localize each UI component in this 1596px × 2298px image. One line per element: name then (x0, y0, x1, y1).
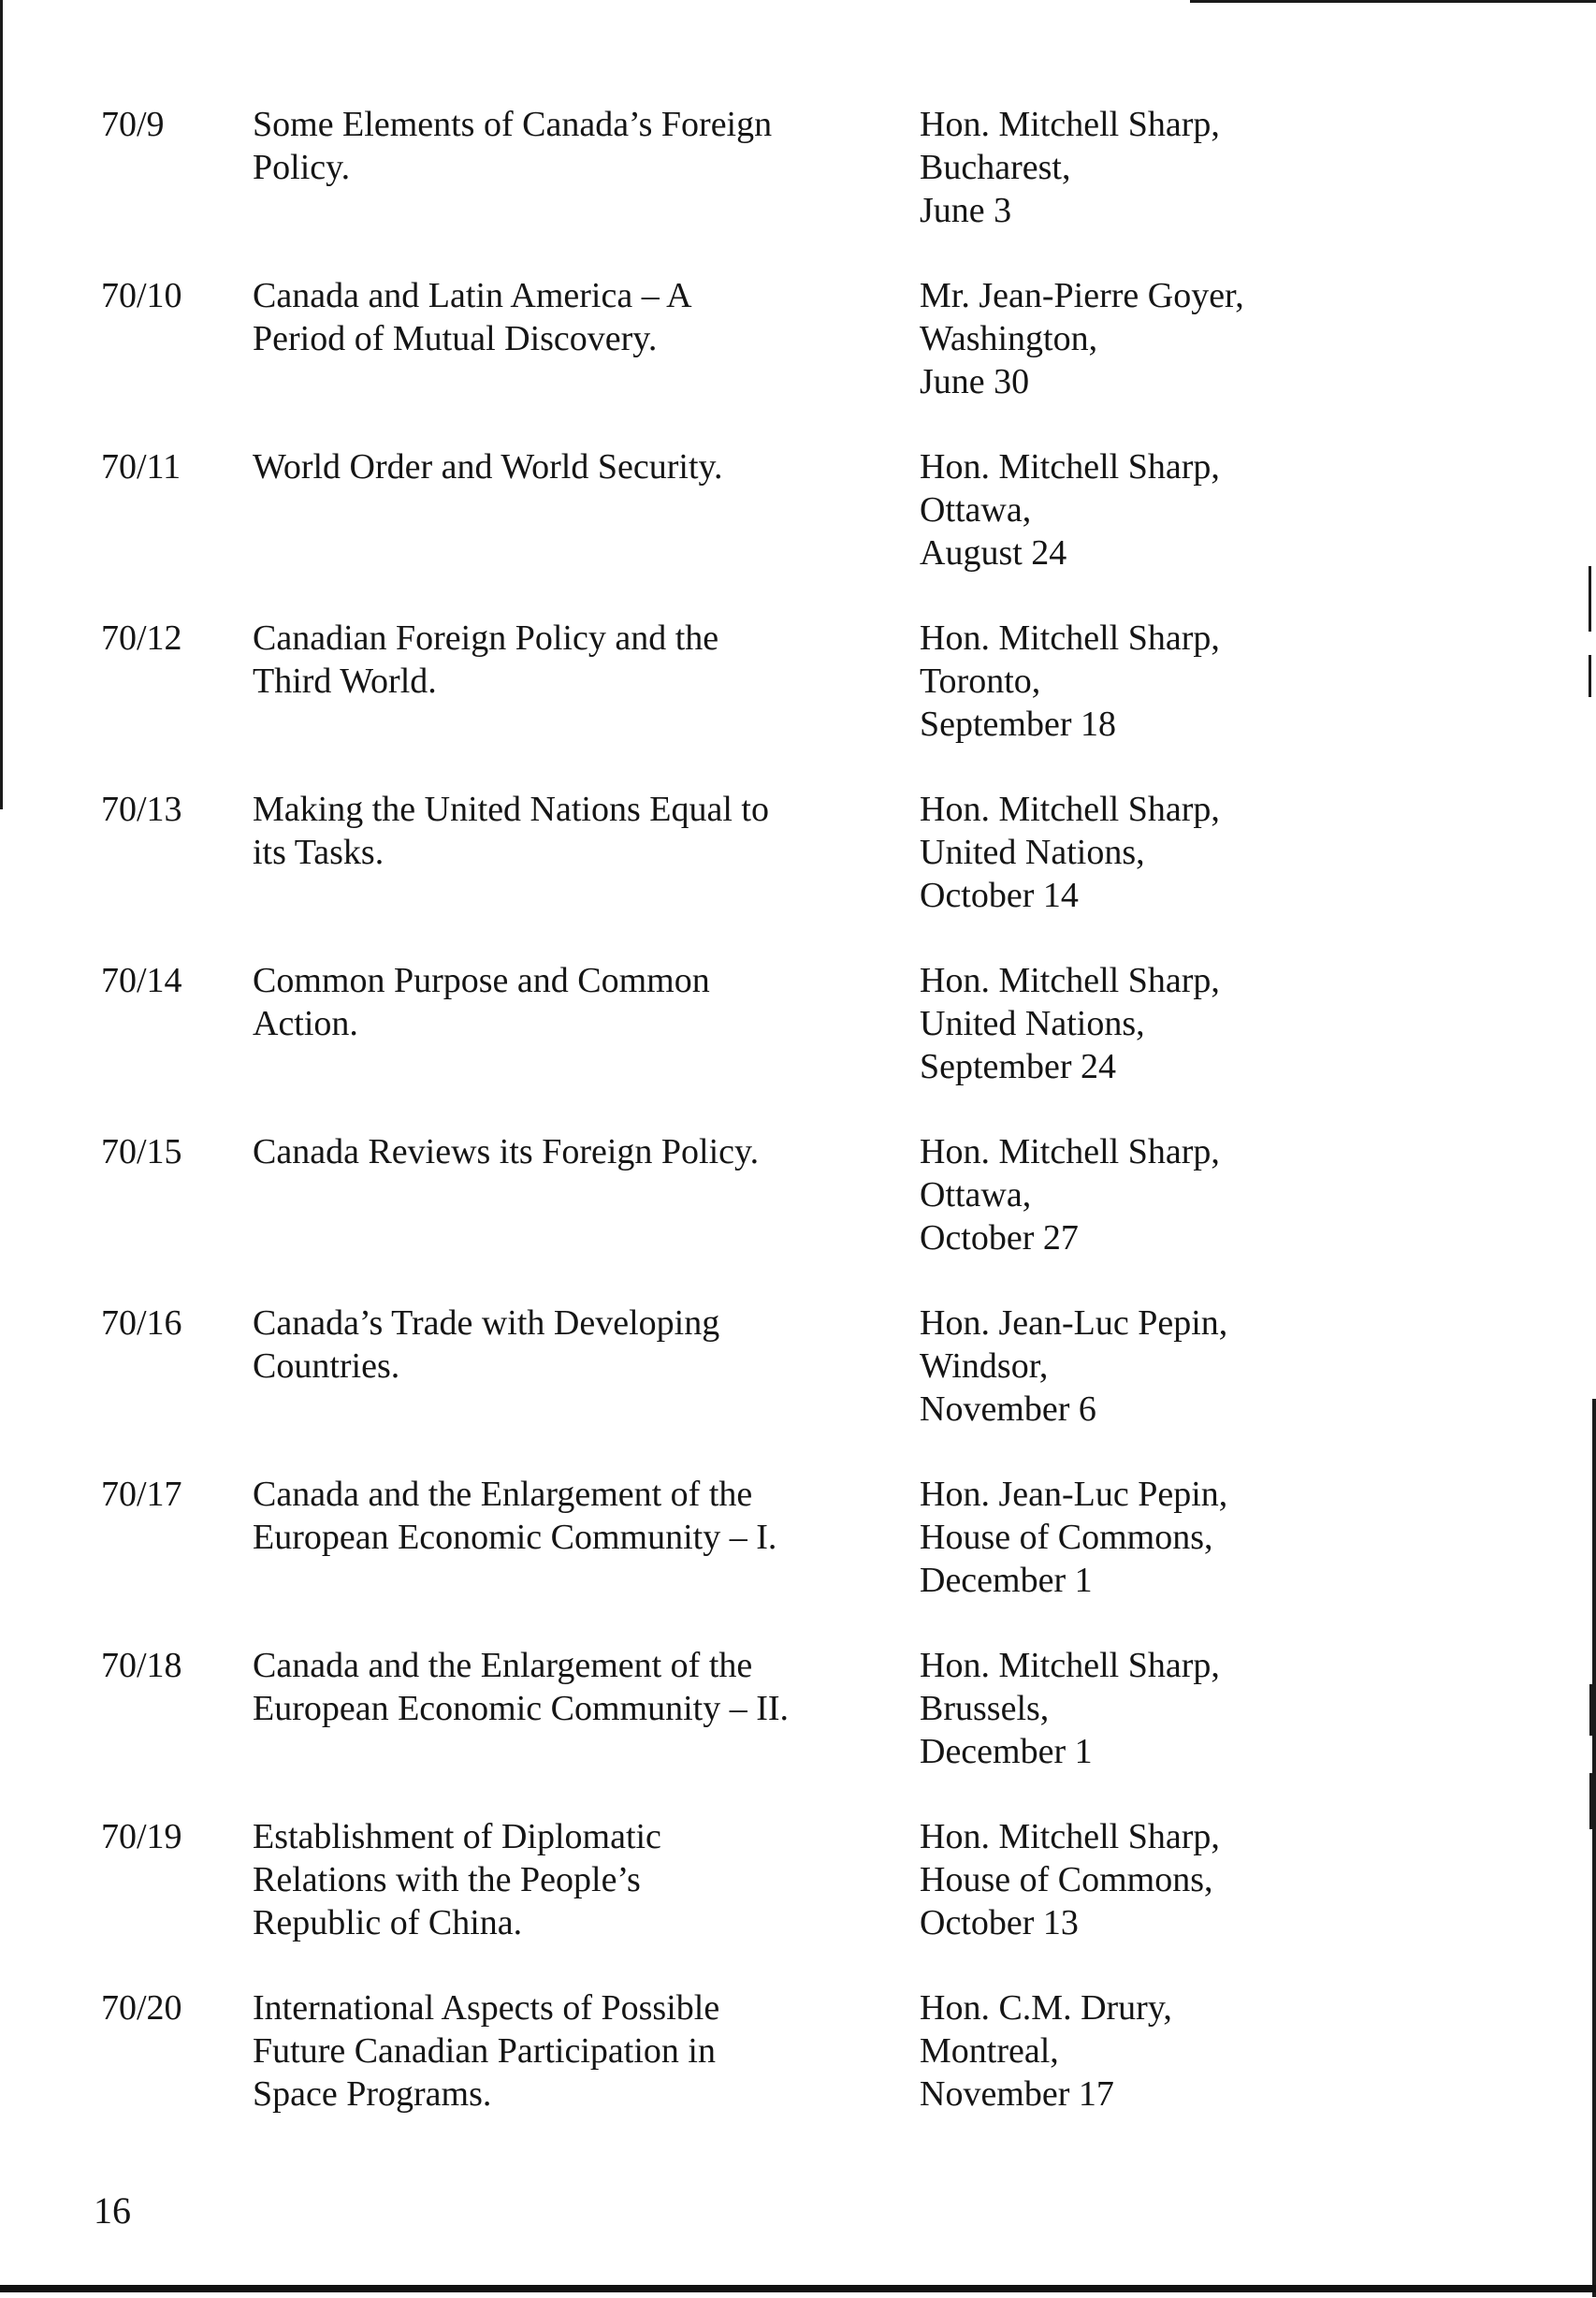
speaker-name: Hon. Mitchell Sharp, (920, 1132, 1220, 1171)
statement-entry (0, 445, 1596, 586)
statement-date: December 1 (920, 1561, 1093, 1600)
statement-title-line: World Order and World Security. (253, 447, 723, 487)
statement-title-line: Canadian Foreign Policy and the (253, 618, 719, 658)
statement-entry (0, 1815, 1596, 1956)
statement-place: Toronto, (920, 662, 1041, 701)
speaker-name: Hon. C.M. Drury, (920, 1988, 1172, 2028)
statement-title-line: European Economic Community – I. (253, 1518, 777, 1557)
speaker-name: Hon. Mitchell Sharp, (920, 1646, 1220, 1685)
statement-place: Ottawa, (920, 1175, 1032, 1214)
page-number: 16 (94, 2189, 131, 2232)
statement-entry (0, 1473, 1596, 1613)
speaker-name: Mr. Jean-Pierre Goyer, (920, 276, 1244, 315)
statement-title (253, 788, 898, 874)
statement-title (253, 1473, 898, 1559)
statement-place: Bucharest, (920, 148, 1071, 187)
statement-attribution (920, 617, 1574, 746)
statement-place: Windsor, (920, 1346, 1049, 1386)
statement-entry (0, 959, 1596, 1099)
speaker-name: Hon. Jean-Luc Pepin, (920, 1303, 1228, 1343)
speaker-name: Hon. Mitchell Sharp, (920, 1817, 1220, 1856)
statement-date: August 24 (920, 533, 1067, 573)
statement-title-line: its Tasks. (253, 833, 384, 872)
statement-title-line: Common Purpose and Common (253, 961, 710, 1000)
statement-attribution (920, 103, 1574, 232)
statement-entry (0, 1986, 1596, 2127)
statement-title (253, 1815, 898, 1944)
statement-title-line: Action. (253, 1004, 358, 1043)
statement-title (253, 1130, 898, 1173)
statement-title-line: Countries. (253, 1346, 400, 1386)
statement-place: Ottawa, (920, 490, 1032, 530)
statement-title-line: Space Programs. (253, 2074, 492, 2114)
statement-date: September 24 (920, 1047, 1117, 1086)
statement-attribution (920, 1302, 1574, 1431)
statement-entry (0, 1644, 1596, 1784)
statement-title-line: Republic of China. (253, 1903, 523, 1942)
statement-date: September 18 (920, 705, 1117, 744)
statement-date: June 30 (920, 362, 1030, 401)
statement-attribution (920, 445, 1574, 574)
scan-border-top (1190, 0, 1596, 3)
statement-entry (0, 1130, 1596, 1271)
statement-entry (0, 103, 1596, 243)
statement-date: November 17 (920, 2074, 1114, 2114)
statement-number: 70/20 (101, 1988, 182, 2028)
statement-number: 70/14 (101, 961, 182, 1000)
statement-entry (0, 617, 1596, 757)
statement-title-line: Relations with the People’s (253, 1860, 641, 1899)
statement-entry (0, 788, 1596, 928)
statement-date: October 13 (920, 1903, 1079, 1942)
statement-place: Washington, (920, 319, 1098, 358)
statement-title-line: Policy. (253, 148, 351, 187)
statement-place: United Nations, (920, 1004, 1145, 1043)
speaker-name: Hon. Mitchell Sharp, (920, 790, 1220, 829)
statement-attribution (920, 1130, 1574, 1259)
statement-number: 70/13 (101, 790, 182, 829)
statement-title-line: Canada and the Enlargement of the (253, 1475, 753, 1514)
statement-entry (0, 274, 1596, 415)
statement-date: October 14 (920, 876, 1079, 915)
speaker-name: Hon. Mitchell Sharp, (920, 618, 1220, 658)
statement-attribution (920, 1815, 1574, 1944)
statement-date: October 27 (920, 1218, 1079, 1258)
speaker-name: Hon. Jean-Luc Pepin, (920, 1475, 1228, 1514)
statement-attribution (920, 959, 1574, 1088)
statement-number: 70/11 (101, 447, 181, 487)
statement-title (253, 445, 898, 488)
statement-number: 70/17 (101, 1475, 182, 1514)
statement-title-line: Some Elements of Canada’s Foreign (253, 105, 773, 144)
statement-title-line: Canada’s Trade with Developing (253, 1303, 720, 1343)
statement-date: December 1 (920, 1732, 1093, 1771)
statement-attribution (920, 1473, 1574, 1602)
statement-place: Brussels, (920, 1689, 1050, 1728)
statement-title-line: Canada and Latin America – A (253, 276, 692, 315)
statement-title-line: Making the United Nations Equal to (253, 790, 769, 829)
statement-number: 70/15 (101, 1132, 182, 1171)
statement-title-line: Period of Mutual Discovery. (253, 319, 658, 358)
statement-title-line: Future Canadian Participation in (253, 2031, 716, 2071)
statement-place: House of Commons, (920, 1518, 1213, 1557)
speaker-name: Hon. Mitchell Sharp, (920, 447, 1220, 487)
statement-title (253, 617, 898, 703)
statement-place: United Nations, (920, 833, 1145, 872)
statement-number: 70/10 (101, 276, 182, 315)
statement-title (253, 1302, 898, 1388)
scan-border-bottom (0, 2285, 1596, 2292)
statement-number: 70/18 (101, 1646, 182, 1685)
speaker-name: Hon. Mitchell Sharp, (920, 961, 1220, 1000)
statement-attribution (920, 788, 1574, 917)
statement-attribution (920, 1986, 1574, 2116)
statement-number: 70/9 (101, 105, 165, 144)
statement-title (253, 274, 898, 360)
statement-number: 70/16 (101, 1303, 182, 1343)
statement-number: 70/19 (101, 1817, 182, 1856)
statement-attribution (920, 274, 1574, 403)
statement-place: Montreal, (920, 2031, 1059, 2071)
statement-entry (0, 1302, 1596, 1442)
statement-title-line: Canada Reviews its Foreign Policy. (253, 1132, 760, 1171)
statement-title (253, 1986, 898, 2116)
statement-number: 70/12 (101, 618, 182, 658)
statement-title (253, 1644, 898, 1730)
statement-title-line: Establishment of Diplomatic (253, 1817, 661, 1856)
statement-date: November 6 (920, 1389, 1096, 1429)
statement-title-line: European Economic Community – II. (253, 1689, 790, 1728)
statement-title (253, 959, 898, 1045)
statement-title-line: Third World. (253, 662, 437, 701)
statement-title-line: Canada and the Enlargement of the (253, 1646, 753, 1685)
statement-date: June 3 (920, 191, 1012, 230)
statement-attribution (920, 1644, 1574, 1773)
statement-place: House of Commons, (920, 1860, 1213, 1899)
speaker-name: Hon. Mitchell Sharp, (920, 105, 1220, 144)
statement-title-line: International Aspects of Possible (253, 1988, 720, 2028)
statement-title (253, 103, 898, 189)
